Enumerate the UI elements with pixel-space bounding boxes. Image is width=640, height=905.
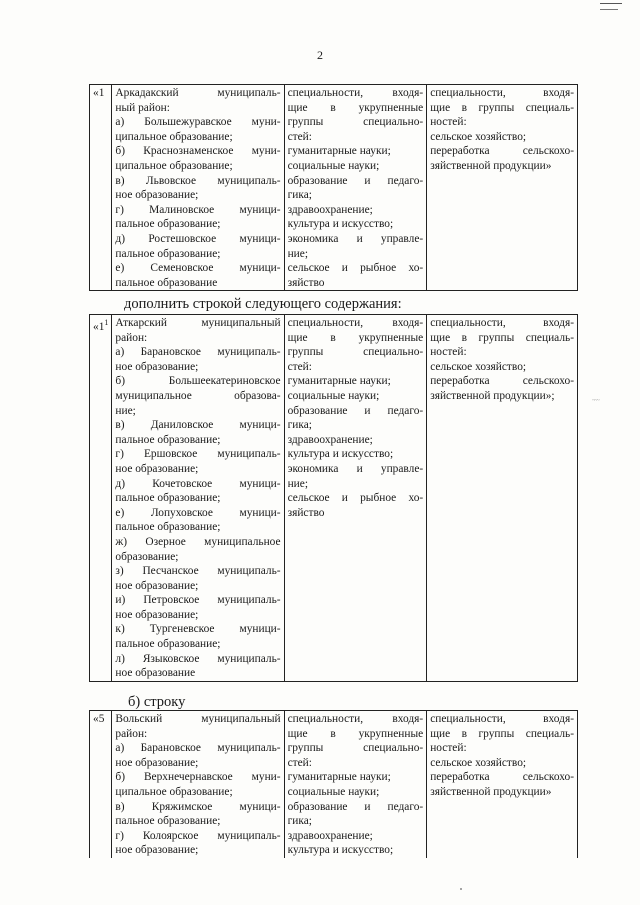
- cell-line: район:: [115, 727, 148, 740]
- cell-line: гика;: [287, 815, 312, 828]
- cell-line: переработка сельскохо-: [430, 145, 574, 158]
- row-number-sup: 1: [104, 318, 109, 327]
- cell-line: ностей:: [430, 116, 467, 129]
- cell-line: б) Большеекатериновское: [115, 375, 281, 388]
- scan-speck: [460, 888, 462, 890]
- cell-line: гуманитарные науки;: [287, 145, 391, 158]
- cell-line: специальности, входя-: [287, 713, 424, 725]
- cell-line: зяйство: [287, 276, 325, 289]
- cell-line: л) Языковское муниципаль-: [115, 652, 281, 665]
- cell-line: в) Кряжимское муници-: [115, 800, 281, 813]
- cell-line: экономика и управле-: [287, 232, 424, 245]
- cell-line: д) Ростешовское муници-: [115, 232, 281, 245]
- row-number: «5: [90, 711, 112, 858]
- cell-line: а) Большежуравское муни-: [115, 116, 281, 129]
- cell-line: зяйство: [287, 506, 325, 519]
- cell-line: сельское хозяйство;: [430, 756, 527, 769]
- specialty-groups-cell: [427, 85, 578, 291]
- cell-line: образование и педаго-: [287, 174, 424, 187]
- cell-line: пальное образование;: [115, 433, 221, 446]
- cell-line: сельское и рыбное хо-: [287, 492, 424, 505]
- cell-line: ный район:: [115, 101, 170, 114]
- cell-line: и) Петровское муниципаль-: [115, 594, 281, 607]
- section-heading: б) строку: [128, 694, 186, 710]
- cell-line: в) Львовское муниципаль-: [115, 174, 281, 187]
- cell-line: зяйственной продукции»: [430, 159, 552, 172]
- cell-line: ное образование: [115, 667, 196, 680]
- cell-line: Вольский муниципальный: [115, 713, 281, 725]
- cell-line: щие в группы специаль-: [430, 101, 574, 114]
- table-row-arkadak: [89, 84, 578, 291]
- cell-line: ностей:: [430, 742, 467, 755]
- cell-line: зяйственной продукции»;: [430, 389, 555, 402]
- scan-mark: [600, 9, 618, 10]
- specialty-groups-cell: [427, 711, 578, 858]
- page-number: 2: [317, 48, 323, 62]
- cell-line: специальности, входя-: [430, 317, 574, 329]
- cell-line: в) Даниловское муници-: [115, 419, 281, 432]
- cell-line: ние;: [287, 247, 308, 260]
- cell-line: а) Барановское муниципаль-: [115, 742, 281, 755]
- cell-line: ностей:: [430, 346, 467, 359]
- cell-line: ж) Озерное муниципальное: [115, 535, 281, 548]
- cell-line: ное образование;: [115, 360, 199, 373]
- cell-line: щие в группы специаль-: [430, 727, 574, 740]
- cell-line: группы специально-: [287, 742, 424, 755]
- cell-line: Аркадакский муниципаль-: [115, 87, 281, 99]
- cell-line: ние;: [287, 477, 308, 490]
- specialties-cell: [284, 85, 427, 291]
- specialties-cell: [284, 315, 427, 682]
- cell-line: специальности, входя-: [287, 317, 424, 329]
- cell-line: щие в группы специаль-: [430, 331, 574, 344]
- cell-line: социальные науки;: [287, 785, 380, 798]
- cell-line: ние;: [115, 404, 136, 417]
- margin-scribble: ~~~: [592, 398, 599, 404]
- cell-line: зяйственной продукции»: [430, 785, 552, 798]
- cell-line: пальное образование;: [115, 492, 221, 505]
- row-number-main: «1: [93, 320, 105, 333]
- cell-line: к) Тургеневское муници-: [115, 623, 281, 636]
- cell-line: пальное образование;: [115, 218, 221, 231]
- cell-line: культура и искусство;: [287, 448, 394, 461]
- district-cell: [112, 85, 284, 291]
- cell-line: г) Ершовское муниципаль-: [115, 448, 281, 461]
- cell-line: г) Малиновское муници-: [115, 203, 281, 216]
- cell-line: социальные науки;: [287, 159, 380, 172]
- cell-line: пальное образование;: [115, 815, 221, 828]
- cell-line: культура и искусство;: [287, 218, 394, 231]
- cell-line: ципальное образование;: [115, 785, 233, 798]
- cell-line: социальные науки;: [287, 389, 380, 402]
- cell-line: культура и искусство;: [287, 844, 394, 857]
- cell-line: ное образование;: [115, 462, 199, 475]
- cell-line: специальности, входя-: [430, 713, 574, 725]
- cell-line: здравоохранение;: [287, 433, 373, 446]
- cell-line: муниципальное образова-: [115, 389, 281, 402]
- cell-line: образование и педаго-: [287, 404, 424, 417]
- cell-line: группы специально-: [287, 346, 424, 359]
- cell-line: образование;: [115, 550, 179, 563]
- table-row-volsk: [89, 710, 578, 858]
- cell-line: щие в укрупненные: [287, 727, 424, 740]
- cell-line: сельское хозяйство;: [430, 360, 527, 373]
- cell-line: гуманитарные науки;: [287, 375, 391, 388]
- cell-line: ципальное образование;: [115, 130, 233, 143]
- cell-line: Аткарский муниципальный: [115, 317, 281, 329]
- cell-line: ное образование;: [115, 756, 199, 769]
- cell-line: переработка сельскохо-: [430, 771, 574, 784]
- cell-line: ное образование;: [115, 844, 199, 857]
- cell-line: район:: [115, 331, 148, 344]
- cell-line: ное образование;: [115, 608, 199, 621]
- cell-line: ципальное образование;: [115, 159, 233, 172]
- cell-line: экономика и управле-: [287, 462, 424, 475]
- cell-line: стей:: [287, 756, 312, 769]
- cell-line: а) Барановское муниципаль-: [115, 346, 281, 359]
- row-number: «1: [90, 85, 112, 291]
- cell-line: сельское хозяйство;: [430, 130, 527, 143]
- cell-line: з) Песчанское муниципаль-: [115, 565, 281, 578]
- specialty-groups-cell: [427, 315, 578, 682]
- cell-line: пальное образование: [115, 276, 218, 289]
- specialties-cell: [284, 711, 427, 858]
- cell-line: д) Кочетовское муници-: [115, 477, 281, 490]
- cell-line: б) Краснознаменское муни-: [115, 145, 281, 158]
- cell-line: пальное образование;: [115, 521, 221, 534]
- table-row-atkarsk: [89, 314, 578, 682]
- district-cell: [112, 315, 284, 682]
- cell-line: здравоохранение;: [287, 203, 373, 216]
- district-cell: [112, 711, 284, 858]
- cell-line: е) Лопуховское муници-: [115, 506, 281, 519]
- cell-line: переработка сельскохо-: [430, 375, 574, 388]
- cell-line: специальности, входя-: [287, 87, 424, 99]
- cell-line: специальности, входя-: [430, 87, 574, 99]
- cell-line: здравоохранение;: [287, 829, 373, 842]
- cell-line: гика;: [287, 189, 312, 202]
- cell-line: е) Семеновское муници-: [115, 262, 281, 275]
- cell-line: гуманитарные науки;: [287, 771, 391, 784]
- cell-line: гика;: [287, 419, 312, 432]
- cell-line: пальное образование;: [115, 638, 221, 651]
- cell-line: б) Верхнечернавское муни-: [115, 771, 281, 784]
- cell-line: образование и педаго-: [287, 800, 424, 813]
- cell-line: ное образование;: [115, 579, 199, 592]
- cell-line: щие в укрупненные: [287, 331, 424, 344]
- cell-line: щие в укрупненные: [287, 101, 424, 114]
- cell-line: г) Колоярское муниципаль-: [115, 829, 281, 842]
- cell-line: пальное образование;: [115, 247, 221, 260]
- row-number: [90, 315, 112, 682]
- cell-line: сельское и рыбное хо-: [287, 262, 424, 275]
- cell-line: группы специально-: [287, 116, 424, 129]
- cell-line: стей:: [287, 130, 312, 143]
- cell-line: ное образование;: [115, 189, 199, 202]
- cell-line: стей:: [287, 360, 312, 373]
- scan-mark: [600, 3, 622, 4]
- section-heading: дополнить строкой следующего содержания:: [124, 296, 402, 312]
